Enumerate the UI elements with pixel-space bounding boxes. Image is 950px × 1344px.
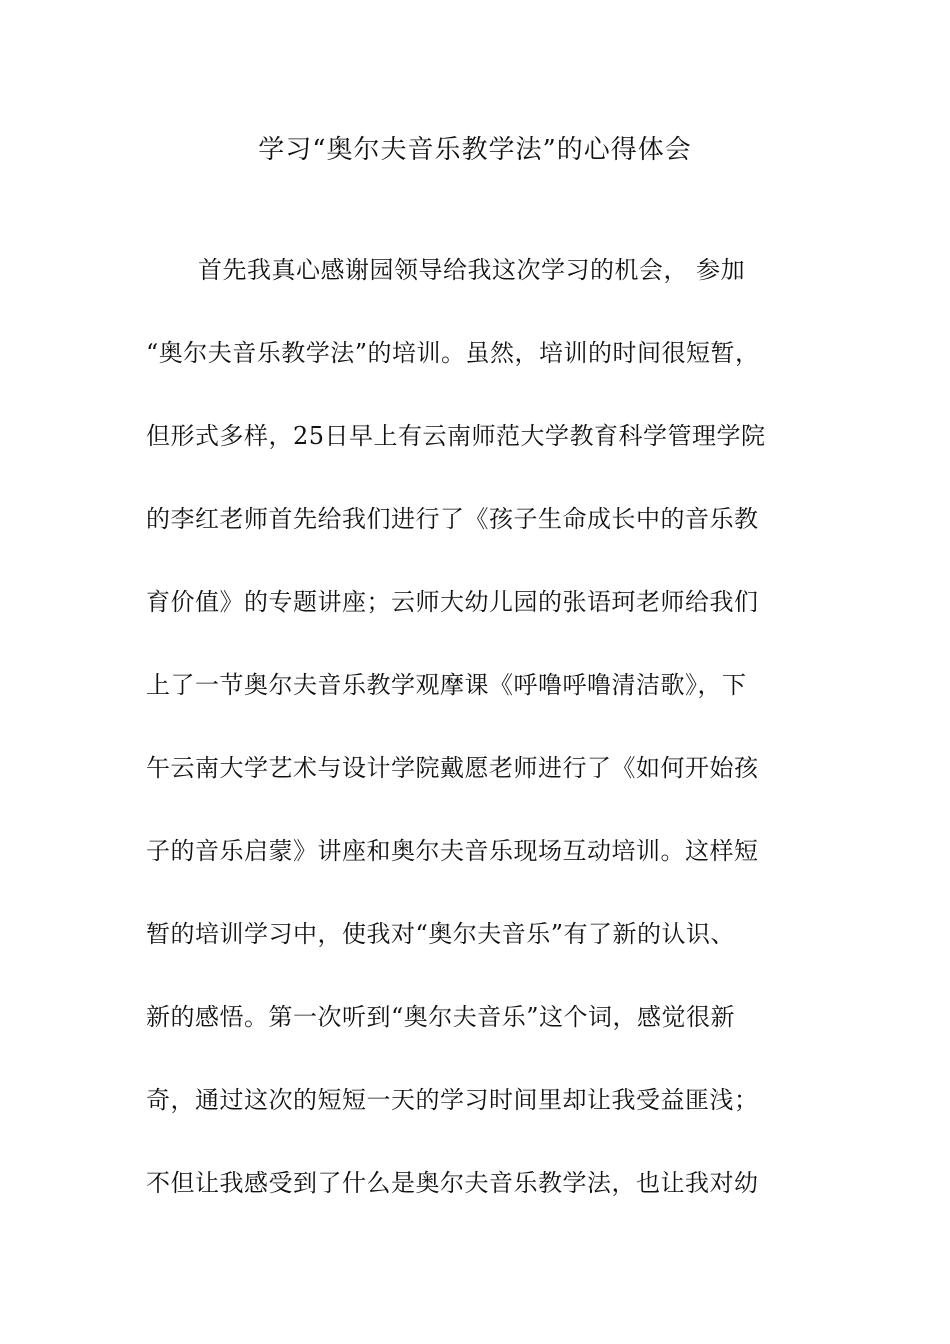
paragraph-line: 暂的培训学习中，使我对“奥尔夫音乐”有了新的认识、 — [146, 920, 736, 948]
document-title: 学习“奥尔夫音乐教学法”的心得体会 — [258, 135, 692, 165]
document-body — [146, 246, 826, 1242]
paragraph-line: 上了一节奥尔夫音乐教学观摩课《呼噜呼噜清洁歌》，下 — [146, 671, 747, 699]
paragraph-line: 育价值》的专题讲座；云师大幼儿园的张语珂老师给我们 — [146, 588, 759, 616]
paragraph-line: 午云南大学艺术与设计学院戴愿老师进行了《如何开始孩 — [146, 754, 759, 782]
paragraph-line: “奥尔夫音乐教学法”的培训。虽然，培训的时间很短暂， — [146, 339, 760, 367]
paragraph-line: 的李红老师首先给我们进行了《孩子生命成长中的音乐教 — [146, 505, 759, 533]
paragraph-line: 奇，通过这次的短短一天的学习时间里却让我受益匪浅； — [146, 1086, 759, 1114]
paragraph-line: 首先我真心感谢园领导给我这次学习的机会， 参加 — [198, 256, 746, 284]
paragraph-line: 子的音乐启蒙》讲座和奥尔夫音乐现场互动培训。这样短 — [146, 837, 759, 865]
paragraph-line: 不但让我感受到了什么是奥尔夫音乐教学法，也让我对幼 — [146, 1169, 759, 1197]
paragraph-line: 新的感悟。第一次听到“奥尔夫音乐”这个词，感觉很新 — [146, 1003, 736, 1031]
paragraph-line: 但形式多样，25日早上有云南师范大学教育科学管理学院 — [146, 422, 766, 450]
